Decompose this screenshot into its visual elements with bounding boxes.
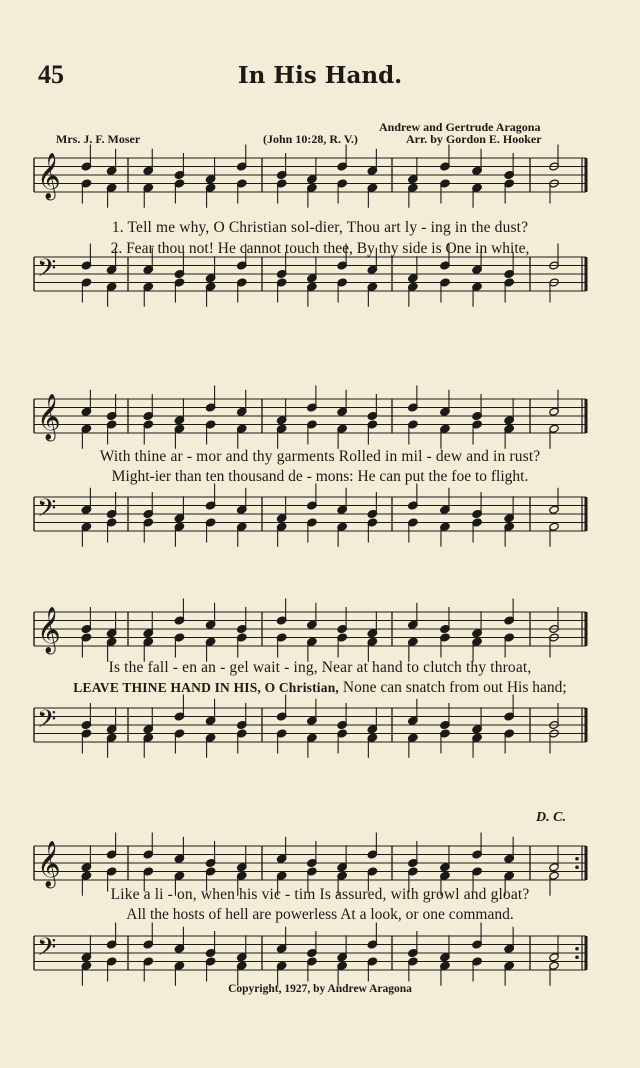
copyright-notice: Copyright, 1927, by Andrew Aragona (228, 983, 412, 995)
bass-staff (34, 484, 586, 547)
treble-clef-icon: 𝄞 (37, 841, 61, 887)
treble-staff (34, 599, 586, 662)
lyric-line-verse-1: Like a li - on, when his vic - tim Is assured, with growl and gloat? (110, 886, 530, 903)
bass-clef-icon: 𝄢 (37, 705, 57, 740)
refrain-caps-text: LEAVE THINE HAND IN HIS, O Christian, (73, 680, 339, 695)
lyric-line-verse-1: 1. Tell me why, O Christian sol-dier, Thou art ly - ing in the dust? (111, 219, 529, 236)
repeat-dot (575, 955, 579, 959)
treble-clef-icon: 𝄞 (37, 607, 61, 653)
lyric-line-verse-1: With thine ar - mor and thy garments Rolled in mil - dew and in rust? (99, 448, 541, 465)
arranger-credit: Arr. by Gordon E. Hooker (406, 132, 542, 146)
repeat-dot (575, 947, 579, 951)
bass-staff (34, 923, 586, 986)
bass-clef-icon: 𝄢 (37, 254, 57, 289)
treble-staff (34, 145, 586, 208)
author-credit: Mrs. J. F. Moser (56, 132, 141, 146)
bass-clef-icon: 𝄢 (37, 494, 57, 529)
refrain-rest-text: None can snatch from out His hand; (339, 679, 567, 696)
treble-clef-icon: 𝄞 (37, 394, 61, 440)
repeat-dot (575, 865, 579, 869)
composer-credit: Andrew and Gertrude Aragona (379, 120, 541, 134)
lyric-line-verse-2: Might-ier than ten thousand de - mons: He can put the foe to flight. (111, 468, 529, 485)
repeat-dot (575, 857, 579, 861)
lyric-line-refrain (0, 679, 640, 697)
lyric-line-verse-1: Is the fall - en an - gel wait - ing, Near at hand to clutch thy throat, (108, 659, 532, 676)
lyric-line-verse-2: All the hosts of hell are powerless At a look, or one command. (126, 906, 514, 923)
bass-clef-icon: 𝄢 (37, 933, 57, 968)
treble-staff (34, 386, 586, 449)
hymn-title: In His Hand. (237, 62, 403, 89)
page-number: 45 (38, 60, 64, 89)
bass-staff (34, 695, 586, 758)
scripture-reference: (John 10:28, R. V.) (263, 132, 358, 146)
treble-clef-icon: 𝄞 (37, 153, 61, 199)
lyric-line-verse-2: 2. Fear thou not! He cannot touch thee, By thy side is One in white, (110, 240, 530, 257)
da-capo-mark: D. C. (536, 810, 566, 825)
